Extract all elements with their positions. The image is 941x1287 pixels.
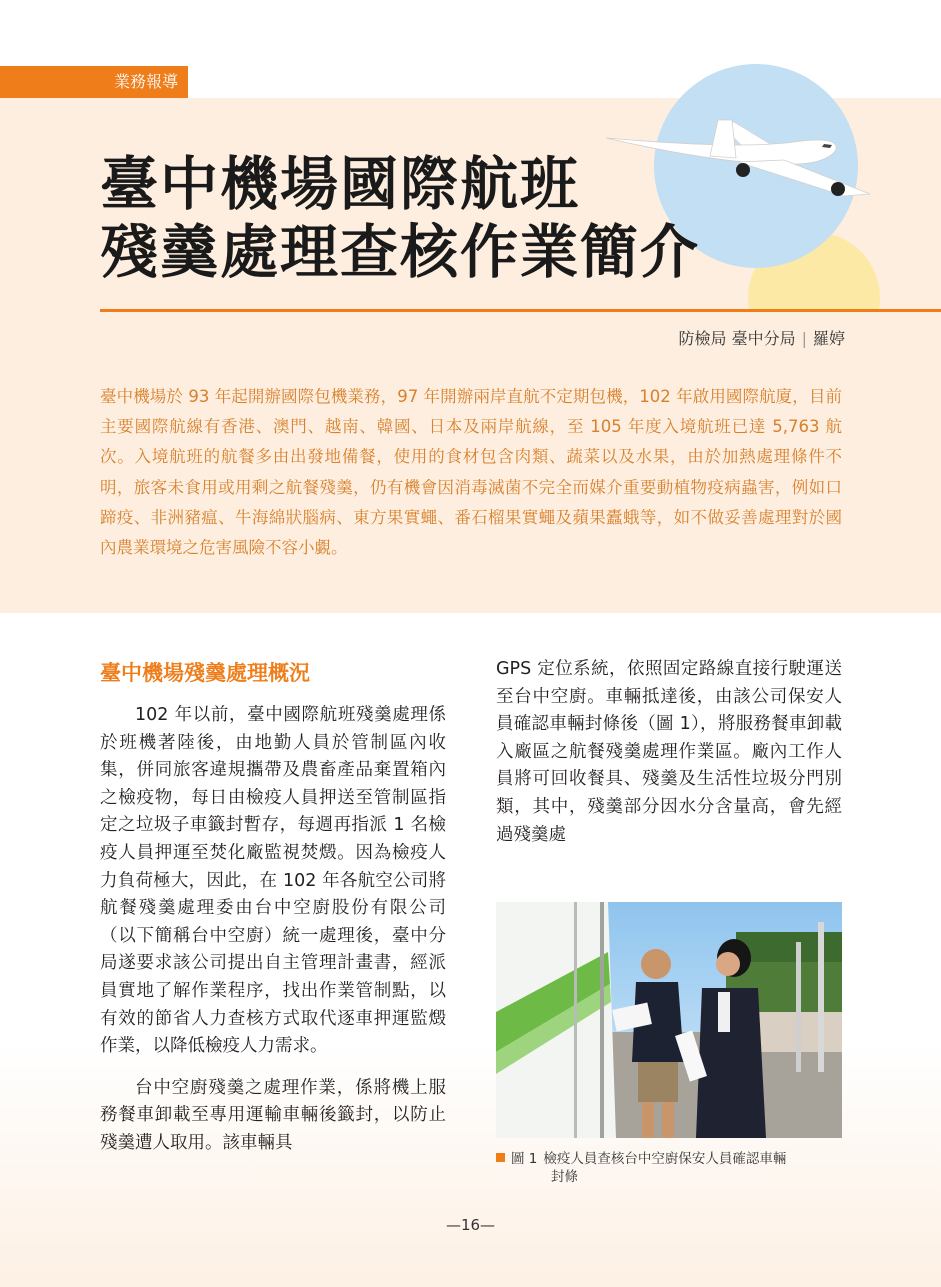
left-column [100, 658, 446, 1172]
caption-line-1: 檢疫人員查核台中空廚保安人員確認車輛 [543, 1151, 787, 1167]
byline-separator: | [801, 329, 807, 348]
body-paragraph-1: 102 年以前，臺中國際航班殘羹處理係於班機著陸後，由地勤人員於管制區內收集，併同旅客違規攜帶及農畜產品棄置箱內之檢疫物，每日由檢疫人員押送至管制區指定之垃圾子車籤封暫存，每週再指派 1 名檢疫人員押運至焚化廠監視焚燬。因為檢疫人力負荷極大，因此，在 102 年各航空公司將航餐殘羹處理委由台中空廚股份有限公司（以下簡稱台中空廚）統一處理後，臺中分局遂要求該公司提出自主管理計畫書，經派員實地了解作業程序，找出作業管制點，以有效的節省人力查核方式取代逐車押運監燬作業，以降低檢疫人力需求。 [100, 705, 446, 1057]
section-tag: 業務報導 [0, 66, 188, 98]
byline [679, 326, 846, 349]
page-number: —16— [445, 1216, 496, 1234]
figure-caption [496, 1150, 842, 1186]
byline-author: 羅婷 [812, 329, 845, 348]
title-divider [100, 309, 941, 312]
body-paragraph-3: GPS 定位系統，依照固定路線直接行駛運送至台中空廚。車輛抵達後，由該公司保安人員確認車輛封條後（圖 1），將服務餐車卸載入廠區之航餐殘羹處理作業區。廠內工作人員將可回收餐具、殘羹及生活性垃圾分門別類，其中，殘羹部分因水分含量高，會先經過殘羹處 [496, 659, 842, 845]
article-title [100, 150, 700, 286]
title-line-1: 臺中機場國際航班 [100, 150, 581, 218]
intro-paragraph: 臺中機場於 93 年起開辦國際包機業務，97 年開辦兩岸直航不定期包機，102 年啟用國際航廈，目前主要國際航線有香港、澳門、越南、韓國、日本及兩岸航線，至 105 年度入境航班已達 5,763 航次。入境航班的航餐多由出發地備餐，使用的食材包含肉類、蔬菜以及水果，由於加熱處理條件不明，旅客未食用或用剩之航餐殘羹，仍有機會因消毒滅菌不完全而媒介重要動植物疫病蟲害，例如口蹄疫、非洲豬瘟、牛海綿狀腦病、東方果實蠅、番石榴果實蠅及蘋果蠹蛾等，如不做妥善處理對於國內農業環境之危害風險不容小覷。 [100, 387, 842, 558]
byline-org: 防檢局 臺中分局 [678, 329, 796, 348]
caption-line-2: 封條 [551, 1169, 578, 1185]
section-heading: 臺中機場殘羹處理概況 [100, 661, 310, 685]
right-column [496, 656, 842, 863]
figure-1-photo [496, 902, 842, 1138]
caption-marker [496, 1153, 505, 1162]
body-paragraph-2: 台中空廚殘羹之處理作業，係將機上服務餐車卸載至專用運輸車輛後籤封，以防止殘羹遭人取用。該車輛具 [100, 1077, 446, 1153]
figure-label: 圖 1 [511, 1151, 538, 1167]
title-line-2: 殘羹處理查核作業簡介 [100, 218, 701, 286]
